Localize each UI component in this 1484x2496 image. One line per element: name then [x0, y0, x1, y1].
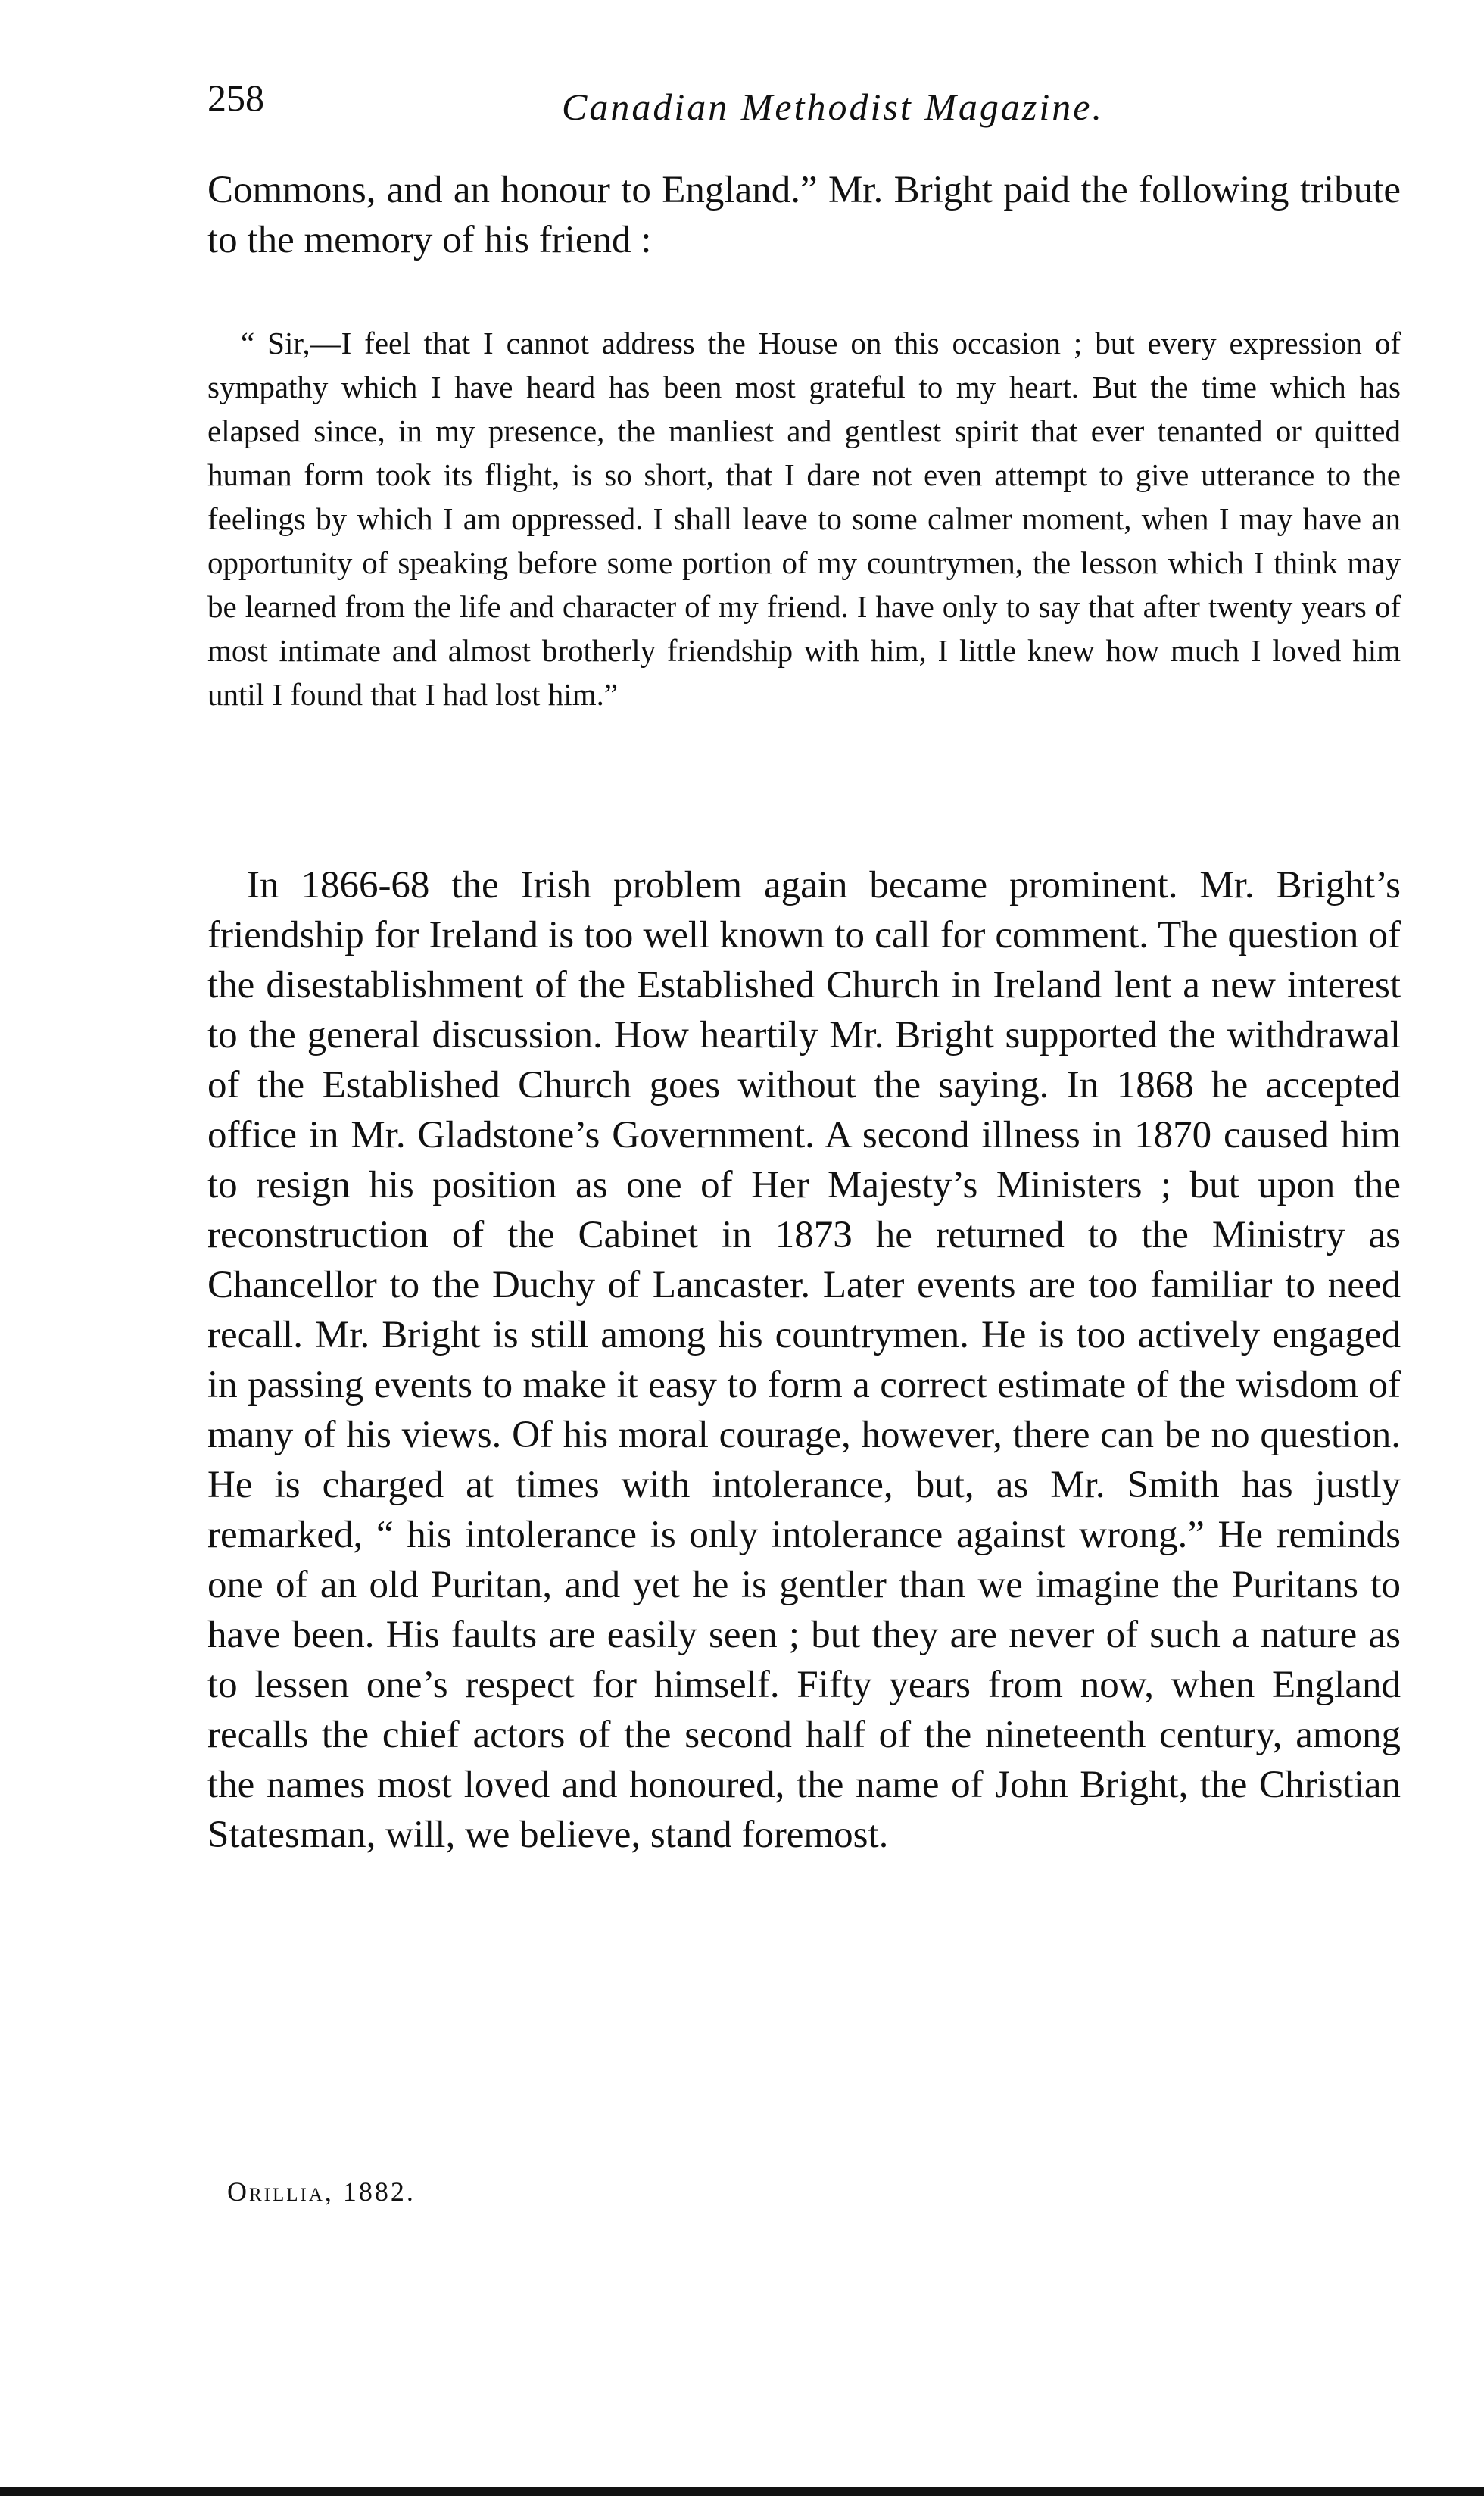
quotation-block [207, 321, 1401, 716]
continuation-paragraph: Commons, and an honour to England.” Mr. Bright paid the following tribute to the memory of his friend : [207, 169, 1401, 261]
continuation-block [207, 165, 1401, 265]
main-paragraph-block [207, 860, 1401, 1860]
running-title: Canadian Methodist Magazine. [562, 86, 1104, 128]
page-number: 258 [207, 76, 264, 119]
signoff-place-date: Orillia, 1882. [227, 2176, 416, 2207]
block-quotation: “ Sir,—I feel that I cannot address the House on this occasion ; but every expression of sympathy which I have heard has been most grateful to my heart. But the time which has elapsed since, in my presence, the manliest and gentlest spirit that ever tenanted or quitted human form took its flight, is so short, that I dare not even attempt to give utterance to the feelings by which I am oppressed. I shall leave to some calmer moment, when I may have an opportunity of speaking before some portion of my countrymen, the lesson which I think may be learned from the life and character of my friend. I have only to say that after twenty years of most intimate and almost brotherly friendship with him, I little knew how much I loved him until I found that I had lost him.” [207, 326, 1401, 712]
page-bottom-edge [0, 2487, 1484, 2496]
main-paragraph: In 1866-68 the Irish problem again became prominent. Mr. Bright’s friendship for Ireland is too well known to call for comment. The question of the disestablishment of the Established Church in Ireland lent a new interest to the general discussion. How heartily Mr. Bright supported the withdrawal of the Established Church goes without the saying. In 1868 he accepted office in Mr. Gladstone’s Government. A second illness in 1870 caused him to resign his position as one of Her Majesty’s Ministers ; but upon the reconstruction of the Cabinet in 1873 he returned to the Ministry as Chancellor to the Duchy of Lancaster. Later events are too familiar to need recall. Mr. Bright is still among his countrymen. He is too actively engaged in passing events to make it easy to form a correct estimate of the wisdom of many of his views. Of his moral courage, however, there can be no question. He is charged at times with intolerance, but, as Mr. Smith has justly remarked, “ his intolerance is only intolerance against wrong.” He reminds one of an old Puritan, and yet he is gentler than we imagine the Puritans to have been. His faults are easily seen ; but they are never of such a nature as to lessen one’s respect for himself. Fifty years from now, when England recalls the chief actors of the second half of the nineteenth century, among the names most loved and honoured, the name of John Bright, the Christian Statesman, will, we believe, stand foremost. [207, 864, 1401, 1856]
